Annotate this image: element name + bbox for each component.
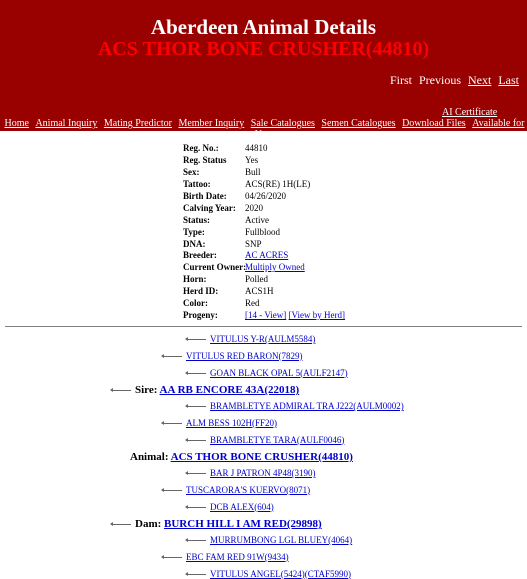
detail-value: Bull: [245, 166, 261, 177]
nav-sale-catalogues[interactable]: Sale Catalogues: [250, 118, 315, 129]
pedigree-entry: [130, 451, 353, 463]
pedigree-role-label: Sire:: [135, 384, 160, 397]
detail-row: [183, 227, 345, 239]
pedigree-connector-arrow-icon: [162, 356, 182, 357]
detail-label: DNA:: [183, 238, 206, 249]
pedigree-animal-link[interactable]: BURCH HILL I AM RED(29898): [164, 518, 322, 531]
pedigree-entry: [186, 368, 348, 378]
pedigree-entry: [186, 535, 352, 545]
detail-row: [183, 310, 345, 322]
pager-previous: Previous: [419, 73, 461, 87]
pedigree-entry: [186, 334, 315, 344]
nav-home[interactable]: Home: [4, 118, 29, 129]
nav-mating-predictor[interactable]: Mating Predictor: [103, 118, 172, 129]
pedigree-connector-arrow-icon: [186, 574, 206, 575]
detail-label: Current Owner:: [183, 262, 247, 273]
pedigree-connector-arrow-icon: [162, 423, 182, 424]
pedigree-entry: [186, 569, 351, 579]
pedigree-animal-link[interactable]: BAR J PATRON 4P48(3190): [210, 468, 316, 478]
pedigree-connector-arrow-icon: [111, 390, 131, 391]
detail-row: [183, 215, 345, 227]
pedigree-animal-link[interactable]: VITULUS RED BARON(7829): [186, 350, 303, 361]
detail-row: [183, 167, 345, 179]
progeny-view-by-herd-link[interactable]: [View by Herd]: [288, 310, 345, 321]
pedigree-entry: [162, 552, 289, 562]
detail-value: 2020: [245, 202, 263, 213]
pedigree-connector-arrow-icon: [186, 473, 206, 474]
pager-first: First: [389, 73, 412, 87]
pedigree-entry: [111, 384, 299, 396]
detail-label: Reg. Status: [183, 154, 227, 165]
detail-row: [183, 298, 345, 310]
pedigree-connector-arrow-icon: [162, 557, 182, 558]
current-owner-link[interactable]: Multiply Owned: [245, 262, 305, 273]
detail-label: Birth Date:: [183, 190, 227, 201]
detail-label: Horn:: [183, 274, 207, 285]
pedigree-connector-arrow-icon: [186, 339, 206, 340]
detail-row: [183, 262, 345, 274]
pedigree-animal-link[interactable]: VITULUS Y-R(AULM5584): [210, 334, 316, 344]
pedigree-entry: [162, 351, 303, 361]
pedigree-animal-link[interactable]: BRAMBLETYE TARA(AULF0046): [210, 434, 345, 445]
pedigree-animal-link[interactable]: ALM BESS 102H(FF20): [186, 417, 278, 428]
pedigree-animal-link[interactable]: AA RB ENCORE 43A(22018): [159, 384, 300, 397]
animal-details-table: [183, 143, 345, 322]
pager-next-link[interactable]: Next: [468, 73, 492, 87]
pedigree-entry: [186, 435, 344, 445]
nav-available-for-use[interactable]: Available for Use: [254, 118, 525, 140]
pager-last-link[interactable]: Last: [498, 73, 519, 87]
nav-member-inquiry[interactable]: Member Inquiry: [178, 118, 245, 129]
detail-value: Yes: [245, 154, 259, 165]
detail-value: ACS(RE) 1H(LE): [245, 178, 311, 189]
pedigree-entry: [186, 401, 404, 411]
detail-label: Tattoo:: [183, 178, 211, 189]
pedigree-animal-link[interactable]: DCB ALEX(604): [210, 501, 274, 512]
pedigree-entry: [111, 518, 322, 530]
pedigree-role-label: Dam:: [135, 518, 165, 531]
pedigree-connector-arrow-icon: [186, 440, 206, 441]
page-header: [0, 0, 527, 140]
detail-row: [183, 179, 345, 191]
detail-label: Herd ID:: [183, 286, 219, 297]
detail-value: 04/26/2020: [245, 190, 287, 201]
page-title: Aberdeen Animal Details: [150, 15, 377, 39]
pager: [386, 73, 519, 88]
detail-row: [183, 250, 345, 262]
detail-label: Status:: [183, 214, 211, 225]
pedigree-animal-link[interactable]: ACS THOR BONE CRUSHER(44810): [170, 451, 353, 464]
pedigree-animal-link[interactable]: TUSCARORA'S KUERVO(8071): [186, 484, 311, 495]
pedigree-animal-link[interactable]: VITULUS ANGEL(5424)(CTAF5990): [210, 568, 352, 579]
section-divider: [5, 326, 522, 327]
detail-value: Polled: [245, 274, 269, 285]
pedigree-entry: [186, 468, 315, 478]
detail-row: [183, 274, 345, 286]
pedigree-connector-arrow-icon: [162, 490, 182, 491]
detail-value: 44810: [245, 143, 268, 153]
detail-label: Calving Year:: [183, 202, 236, 213]
detail-label: Reg. No.:: [183, 143, 219, 153]
pedigree-connector-arrow-icon: [186, 406, 206, 407]
nav-semen-catalogues[interactable]: Semen Catalogues: [321, 118, 396, 129]
ai-certificate-link[interactable]: AI Certificate: [442, 107, 498, 118]
pedigree-entry: [186, 502, 274, 512]
detail-value: Red: [245, 298, 260, 309]
detail-label: Sex:: [183, 166, 200, 177]
detail-label: Color:: [183, 298, 208, 309]
animal-name-heading: ACS THOR BONE CRUSHER(44810): [97, 38, 430, 60]
pedigree-animal-link[interactable]: MURRUMBONG LGL BLUEY(4064): [210, 535, 353, 545]
detail-row: [183, 155, 345, 167]
progeny-view-link[interactable]: [14 - View]: [245, 310, 287, 321]
pedigree-animal-link[interactable]: GOAN BLACK OPAL 5(AULF2147): [210, 367, 348, 378]
detail-label: Type:: [183, 226, 205, 237]
detail-label: Progeny:: [183, 310, 218, 321]
pedigree-role-label: Animal:: [130, 451, 171, 464]
detail-row: [183, 239, 345, 251]
pedigree-entry: [162, 418, 277, 428]
main-nav: [0, 118, 527, 140]
detail-row: [183, 191, 345, 203]
pedigree-entry: [162, 485, 310, 495]
pedigree-connector-arrow-icon: [186, 507, 206, 508]
detail-row: [183, 203, 345, 215]
pedigree-animal-link[interactable]: BRAMBLETYE ADMIRAL TRA J222(AULM0002): [210, 401, 404, 411]
pedigree-connector-arrow-icon: [186, 540, 206, 541]
nav-animal-inquiry[interactable]: Animal Inquiry: [35, 118, 98, 129]
detail-row: [183, 143, 345, 155]
pedigree-connector-arrow-icon: [186, 373, 206, 374]
pedigree-animal-link[interactable]: EBC FAM RED 91W(9434): [186, 551, 289, 562]
detail-value: Active: [245, 214, 269, 225]
detail-value: ACS1H: [245, 286, 274, 297]
pedigree-connector-arrow-icon: [111, 524, 131, 525]
detail-label: Breeder:: [183, 250, 217, 261]
ai-certificate: [442, 107, 497, 118]
detail-value: Fullblood: [245, 226, 281, 237]
detail-value: SNP: [245, 238, 262, 249]
nav-download-files[interactable]: Download Files: [402, 118, 466, 129]
detail-row: [183, 286, 345, 298]
breeder-link[interactable]: AC ACRES: [245, 250, 289, 261]
